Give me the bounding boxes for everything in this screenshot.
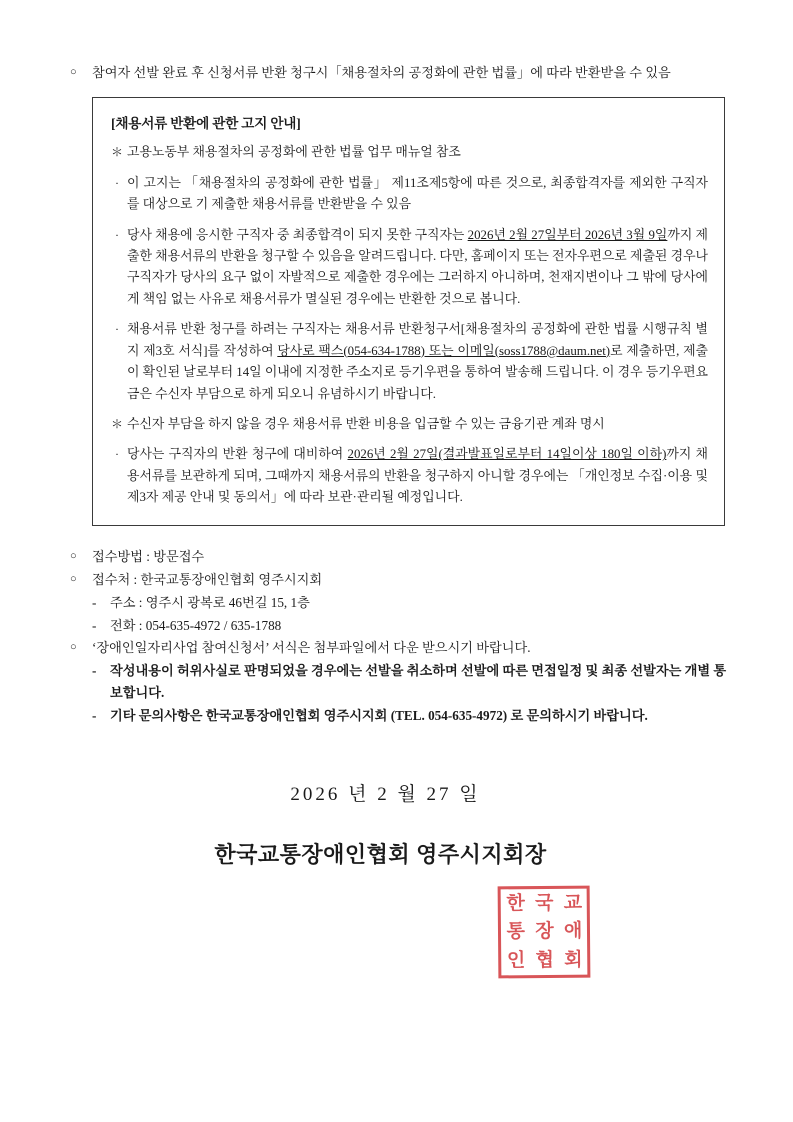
notice-item — [107, 173, 708, 216]
notice-title: [채용서류 반환에 관한 고지 안내] — [111, 116, 301, 132]
notice-text-before: 채용서류 반환 청구를 하려는 구직자는 채용서류 반환청구서[채용절차의 공정화에 관한 법률 시행규칙 별지 제3호 서식]를 작성하여 — [127, 322, 708, 358]
notice-text — [127, 225, 708, 311]
notice-text-after: 까지 채용서류를 보관하게 되며, 그때까지 채용서류의 반환을 청구하지 아니할 경우에는 「개인정보 수집·이용 및 제3자 제공 안내 및 동의서」에 따라 보관·관리될 예정입니다. — [127, 447, 708, 505]
notice-text-underlined: 당사로 팩스(054-634-1788) 또는 이메일(soss1788@daum.net) — [277, 343, 611, 358]
notice-item — [107, 444, 708, 508]
list-subitem-text: 전화 : 054-635-4972 / 635-1788 — [110, 617, 282, 633]
lead-paragraph — [70, 62, 731, 83]
seal-char: 협 — [535, 950, 554, 972]
lower-list — [70, 546, 731, 727]
notice-marker: ＊ — [110, 145, 123, 160]
notice-item — [107, 319, 708, 405]
dash-marker: - — [92, 707, 97, 723]
notice-text-after: 로 제출하면, 제출이 확인된 날로부터 14일 이내에 지정한 주소지로 등기우편을 통하여 발송해 드립니다. 이 경우 등기우편요금은 수신자 부담으로 하게 되오니 유념하시기 바랍니다. — [127, 343, 709, 401]
notice-text: 수신자 부담을 하지 않을 경우 채용서류 반환 비용을 입금할 수 있는 금융기관 계좌 명시 — [127, 417, 605, 432]
list-subitem — [92, 592, 731, 614]
list-item-text: 접수처 : 한국교통장애인협회 영주시지회 — [92, 572, 323, 588]
seal-char: 장 — [535, 921, 553, 943]
bullet-marker: ○ — [70, 573, 77, 586]
list-subitem-text: 기타 문의사항은 한국교통장애인협회 영주시지회 (TEL. 054-635-4972) 로 문의하시기 바랍니다. — [110, 707, 648, 723]
dash-marker: - — [92, 663, 97, 679]
list-subitem-text: 주소 : 영주시 광복로 46번길 15, 1층 — [110, 595, 310, 611]
list-subitem — [92, 615, 731, 637]
notice-marker: · — [115, 447, 119, 462]
seal-char: 통 — [506, 921, 525, 943]
seal-char: 국 — [534, 892, 553, 914]
seal-char: 애 — [563, 921, 582, 943]
seal-char: 교 — [563, 892, 582, 914]
signature-date: 2026 년 2 월 27 일 — [290, 783, 481, 805]
notice-text: 고용노동부 채용절차의 공정화에 관한 법률 업무 매뉴얼 참조 — [127, 145, 461, 160]
bullet-marker: ○ — [70, 66, 77, 78]
bullet-marker: ○ — [70, 549, 77, 562]
seal-char: 회 — [564, 949, 582, 971]
notice-text-after: 까지 제출한 채용서류의 반환을 청구할 수 있음을 알려드립니다. 다만, 홈페이지 또는 전자우편으로 제출된 경우나 구직자가 당사의 요구 없이 자발적으로 제출한 경우에는 그러하지 아니하며, 천재지변이나 그 밖에 당사에게 책임 없는 사유로 채용서류가 멸실된 경우에는 반환한 것으로 봅니다. — [127, 227, 708, 306]
notice-text-underlined: 2026년 2월 27일부터 2026년 3월 9일 — [467, 227, 668, 242]
notice-text-before: 당사는 구직자의 반환 청구에 대비하여 — [127, 447, 348, 462]
notice-marker: ＊ — [110, 417, 123, 432]
dash-marker: - — [92, 595, 97, 611]
notice-item — [107, 142, 708, 163]
lead-text: 참여자 선발 완료 후 신청서류 반환 청구시「채용절차의 공정화에 관한 법률」에 따라 반환받을 수 있음 — [92, 65, 671, 80]
list-item-text: ‘장애인일자리사업 참여신청서’ 서식은 첨부파일에서 다운 받으시기 바랍니다. — [92, 639, 531, 655]
notice-marker: · — [115, 227, 119, 242]
seal-char: 한 — [506, 893, 524, 915]
notice-text-before: 당사 채용에 응시한 구직자 중 최종합격이 되지 못한 구직자는 — [127, 227, 468, 242]
dash-marker: - — [92, 617, 97, 633]
list-item — [70, 546, 731, 567]
list-item-text: 접수방법 : 방문접수 — [92, 548, 205, 564]
notice-item — [107, 414, 708, 435]
list-subitem — [92, 660, 731, 704]
list-subitem — [92, 705, 731, 727]
notice-marker: · — [115, 322, 119, 337]
list-item — [70, 637, 731, 658]
list-subitem-text: 작성내용이 허위사실로 판명되었을 경우에는 선발을 취소하며 선발에 따른 면접일정 및 최종 선발자는 개별 통보합니다. — [110, 663, 727, 701]
notice-text: 이 고지는 「채용절차의 공정화에 관한 법률」 제11조제5항에 따른 것으로, 최종합격자를 제외한 구직자를 대상으로 기 제출한 채용서류를 반환받을 수 있음 — [127, 175, 708, 212]
seal-char: 인 — [506, 950, 525, 972]
notice-item — [107, 225, 708, 311]
notice-text-underlined: 2026년 2월 27일(결과발표일로부터 14일이상 180일 이하) — [347, 447, 667, 462]
bullet-marker: ○ — [70, 640, 77, 653]
official-seal-icon — [498, 886, 591, 979]
list-item — [70, 569, 731, 590]
notice-text — [127, 444, 708, 508]
signature-organization: 한국교통장애인협회 영주시지회장 — [214, 841, 547, 867]
notice-box — [92, 97, 725, 525]
notice-text — [127, 319, 708, 405]
notice-marker: · — [115, 175, 119, 190]
